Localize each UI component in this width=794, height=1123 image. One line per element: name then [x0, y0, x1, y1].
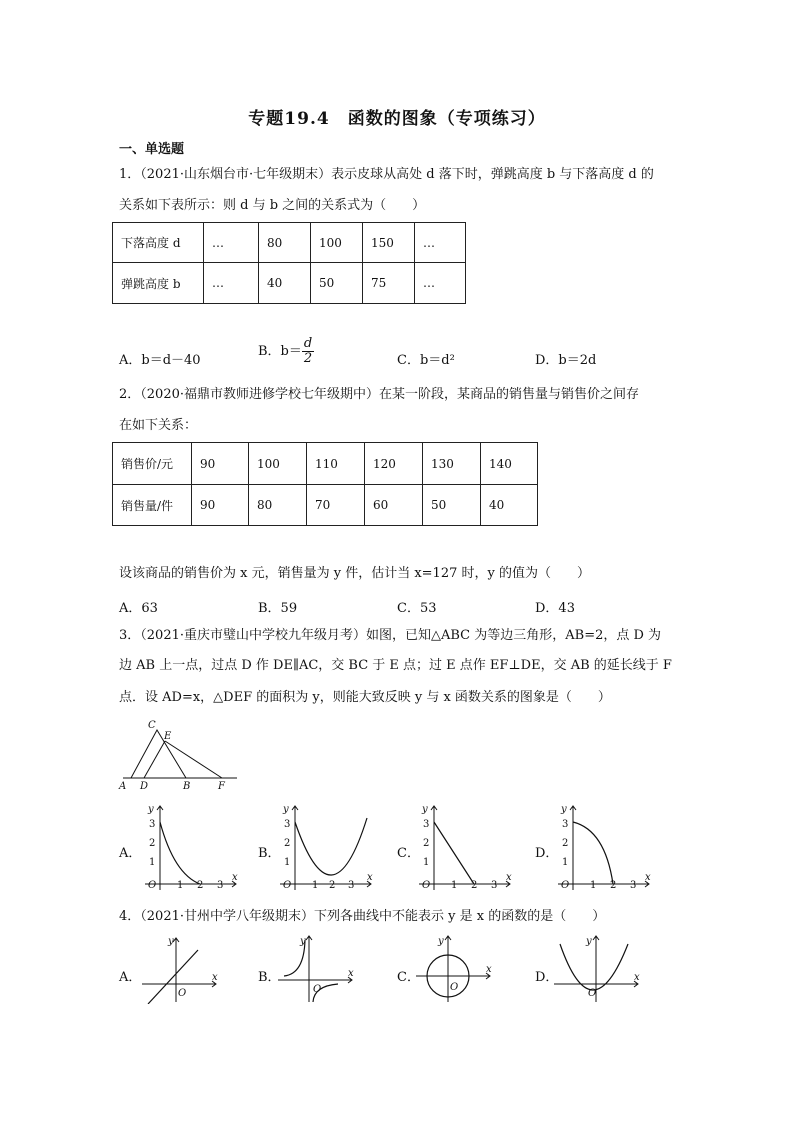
q1-cell: …: [415, 223, 466, 263]
q1-option-d: D．b＝2d: [535, 353, 597, 368]
q1-option-b: [258, 337, 314, 366]
point-label-d: D: [140, 781, 149, 792]
q3-graph-a: [140, 800, 240, 892]
table-row: [113, 263, 466, 304]
q1-cell: 弹跳高度 b: [113, 263, 204, 304]
section-heading: 一、单选题: [119, 142, 185, 157]
origin-label: O: [588, 988, 597, 999]
x-label: x: [212, 972, 218, 983]
q3-option-d-letter: D．: [535, 846, 559, 861]
tick-y1: 1: [562, 857, 569, 868]
tick-y2: 2: [284, 838, 291, 849]
q2-cell: 60: [365, 485, 423, 526]
q4-option-b-letter: B．: [258, 970, 281, 985]
origin-label: O: [148, 880, 157, 891]
y-label: y: [283, 804, 289, 815]
q1-option-c: C．b＝d²: [397, 353, 455, 368]
tick-y3: 3: [284, 819, 291, 830]
tick-y3: 3: [149, 819, 156, 830]
tick-y1: 1: [284, 857, 291, 868]
q1-cell: 40: [259, 263, 311, 304]
tick-x1: 1: [451, 880, 458, 891]
tick-x3: 3: [630, 880, 637, 891]
tick-x2: 2: [610, 880, 617, 891]
point-label-b: B: [183, 781, 191, 792]
tick-y1: 1: [149, 857, 156, 868]
q2-cell: 120: [365, 443, 423, 485]
q2-cell: 130: [423, 443, 481, 485]
q2-cell: 100: [249, 443, 307, 485]
q4-option-a-letter: A．: [119, 970, 142, 985]
curve: [434, 822, 474, 884]
q2-option-d: D．43: [535, 601, 575, 616]
q4-stem-line1: 4．（2021·甘州中学八年级期末）下列各曲线中不能表示 y 是 x 的函数的是（ ）: [119, 909, 606, 924]
y-label: y: [148, 804, 154, 815]
q3-option-c-letter: C．: [397, 846, 420, 861]
curve: [160, 822, 200, 884]
q4-graph-d: [552, 932, 642, 1004]
origin-label: O: [313, 984, 322, 995]
q1-stem-line1: 1．（2021·山东烟台市·七年级期末）表示皮球从高处 d 落下时，弹跳高度 b 与下落高度 d 的: [119, 167, 654, 182]
q2-option-c: C．53: [397, 601, 437, 616]
q3-stem-line1: 3．（2021·重庆市璧山中学校九年级月考）如图，已知△ABC 为等边三角形，AB=2，点 D 为: [119, 628, 662, 643]
q1-cell: 75: [363, 263, 415, 304]
q2-cell: 50: [423, 485, 481, 526]
q2-cell: 110: [307, 443, 365, 485]
q3-option-b-letter: B．: [258, 846, 281, 861]
origin-label: O: [422, 880, 431, 891]
x-label: x: [348, 968, 354, 979]
q2-cell: 140: [481, 443, 538, 485]
q1-option-b-prefix: B．b＝: [258, 344, 302, 359]
y-label: y: [438, 936, 444, 947]
q1-option-a: A．b＝d－40: [119, 353, 201, 368]
q2-option-b: B．59: [258, 601, 298, 616]
y-label: y: [168, 936, 174, 947]
origin-label: O: [450, 982, 459, 993]
segment-ef: [165, 741, 222, 778]
q4-option-c-letter: C．: [397, 970, 420, 985]
tick-x2: 2: [471, 880, 478, 891]
fraction: [302, 337, 314, 366]
origin-label: O: [561, 880, 570, 891]
q4-graph-b: [276, 932, 356, 1004]
tick-x3: 3: [348, 880, 355, 891]
tick-x2: 2: [329, 880, 336, 891]
q2-cell: 销售量/件: [113, 485, 192, 526]
fraction-numerator: d: [303, 336, 313, 351]
q1-cell: …: [415, 263, 466, 304]
q1-cell: 下落高度 d: [113, 223, 204, 263]
x-label: x: [506, 872, 512, 883]
q4-option-d-letter: D．: [535, 970, 559, 985]
y-label: y: [586, 936, 592, 947]
table-row: [113, 443, 538, 485]
q2-cell: 70: [307, 485, 365, 526]
point-label-c: C: [148, 720, 156, 731]
origin-label: O: [283, 880, 292, 891]
tick-x3: 3: [217, 880, 224, 891]
y-label: y: [422, 804, 428, 815]
q1-cell: 100: [311, 223, 363, 263]
q1-cell: 80: [259, 223, 311, 263]
triangle-abc: [131, 730, 186, 778]
q4-graph-a: [140, 932, 220, 1004]
q2-cell: 90: [192, 485, 249, 526]
tick-y2: 2: [423, 838, 430, 849]
y-label: y: [300, 936, 306, 947]
q2-cell: 90: [192, 443, 249, 485]
x-label: x: [486, 964, 492, 975]
q3-option-a-letter: A．: [119, 846, 142, 861]
q3-graph-d: [553, 800, 653, 892]
q1-cell: …: [204, 223, 259, 263]
q2-cell: 40: [481, 485, 538, 526]
q2-cell: 80: [249, 485, 307, 526]
y-label: y: [561, 804, 567, 815]
q2-stem-line1: 2．（2020·福鼎市教师进修学校七年级期中）在某一阶段，某商品的销售量与销售价之间存: [119, 387, 639, 402]
q2-stem-line2: 在如下关系：: [119, 418, 198, 433]
curve: [148, 950, 198, 1004]
x-label: x: [232, 872, 238, 883]
tick-y2: 2: [562, 838, 569, 849]
point-label-e: E: [164, 731, 172, 742]
curve: [573, 822, 613, 884]
segment-de: [144, 741, 165, 778]
point-label-f: F: [218, 781, 225, 792]
tick-x3: 3: [491, 880, 498, 891]
origin-label: O: [178, 988, 187, 999]
point-label-a: A: [119, 781, 127, 792]
x-label: x: [367, 872, 373, 883]
q3-stem-line3: 点．设 AD=x，△DEF 的面积为 y，则能大致反映 y 与 x 函数关系的图象是（ ）: [119, 690, 611, 705]
tick-x1: 1: [590, 880, 597, 891]
curve: [560, 944, 628, 990]
q3-graph-b: [275, 800, 375, 892]
q2-cell: 销售价/元: [113, 443, 192, 485]
x-label: x: [634, 972, 640, 983]
curve: [295, 818, 367, 875]
q3-graph-c: [414, 800, 514, 892]
tick-x1: 1: [177, 880, 184, 891]
q1-cell: 50: [311, 263, 363, 304]
triangle-figure: [115, 716, 245, 794]
table-row: [113, 223, 466, 263]
tick-y3: 3: [562, 819, 569, 830]
tick-y2: 2: [149, 838, 156, 849]
x-label: x: [645, 872, 651, 883]
page-title: 专题19.4 函数的图象（专项练习）: [248, 109, 546, 129]
q4-graph-c: [414, 932, 494, 1004]
fraction-denominator: 2: [303, 351, 313, 366]
table-row: [113, 485, 538, 526]
q3-stem-line2: 边 AB 上一点，过点 D 作 DE∥AC，交 BC 于 E 点；过 E 点作 EF⊥DE，交 AB 的延长线于 F: [119, 658, 672, 673]
tick-x1: 1: [312, 880, 319, 891]
q1-cell: 150: [363, 223, 415, 263]
q1-cell: …: [204, 263, 259, 304]
q2-option-a: A．63: [119, 601, 158, 616]
q2-table: [112, 442, 538, 526]
tick-x2: 2: [197, 880, 204, 891]
q1-stem-line2: 关系如下表所示：则 d 与 b 之间的关系式为（ ）: [119, 198, 426, 213]
tick-y1: 1: [423, 857, 430, 868]
tick-y3: 3: [423, 819, 430, 830]
q2-stem-line3: 设该商品的销售价为 x 元，销售量为 y 件，估计当 x=127 时，y 的值为（ ）: [119, 566, 590, 581]
q1-table: [112, 222, 466, 304]
